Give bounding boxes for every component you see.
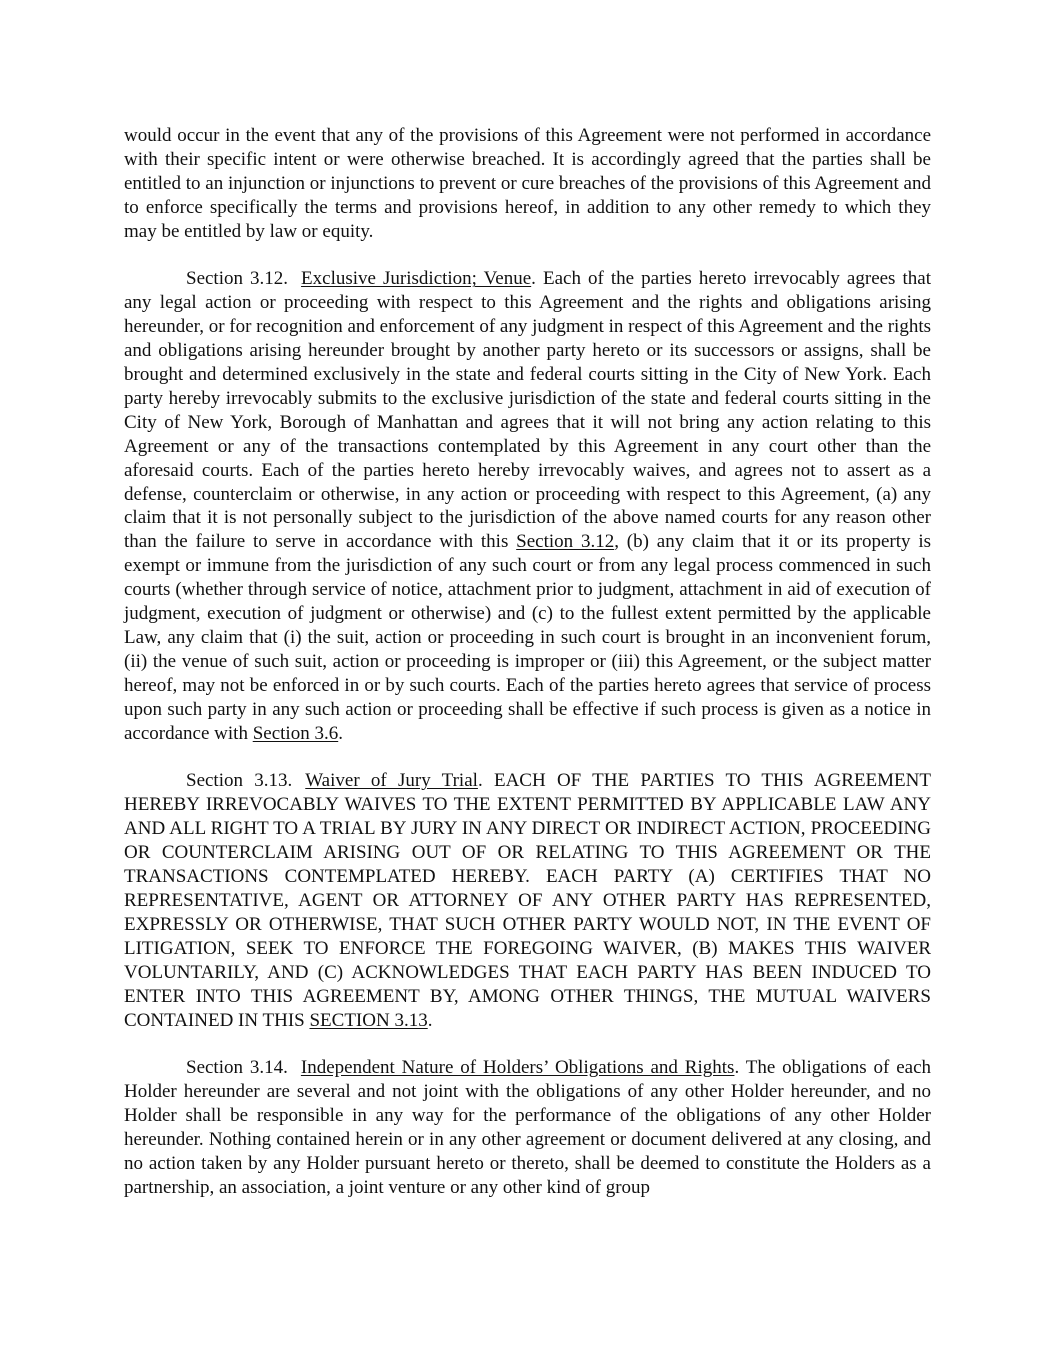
section-3-12-paragraph bbox=[124, 267, 931, 745]
section-3-14-heading: Independent Nature of Holders’ Obligations and Rights bbox=[300, 1057, 735, 1079]
section-3-12-text-b: , (b) any claim that it or its property is exempt or immune from the jurisdiction of any such court or from any legal process commenced in such courts (whether through service of notice, attachment prior to judgment, attachment in aid of execution of judgment, execution of judgment or otherwise) and (c) to the fullest extent permitted by the applicable Law, any claim that (i) the suit, action or proceeding in such court is brought in an inconvenient forum, (ii) the venue of such suit, action or proceeding is improper or (iii) this Agreement, or the subject matter hereof, may not be enforced in or by such courts. Each of the parties hereto agrees that service of process upon such party in any such action or proceeding shall be effective if such process is given as a notice in accordance with bbox=[124, 531, 931, 744]
section-3-12-text-a: . Each of the parties hereto irrevocably agrees that any legal action or proceeding with respect to this Agreement and the rights and obligations arising hereunder, or for recognition and enforcement of any judgment in respect of this Agreement and the rights and obligations arising hereunder brought by another party hereto or its successors or assigns, shall be brought and determined exclusively in the state and federal courts sitting in the City of New York. Each party hereby irrevocably submits to the exclusive jurisdiction of the state and federal courts sitting in the City of New York, Borough of Manhattan and agrees that it will not bring any action relating to this Agreement or any of the transactions contemplated by this Agreement in any court other than the aforesaid courts. Each of the parties hereto hereby irrevocably waives, and agrees not to assert as a defense, counterclaim or otherwise, in any action or proceeding with respect to this Agreement, (a) any claim that it is not personally subject to the jurisdiction of the above named courts for any reason other than the failure to serve in accordance with this bbox=[124, 268, 931, 553]
section-3-12-text-c: . bbox=[338, 722, 343, 744]
section-3-13-text-b: . bbox=[427, 1009, 433, 1031]
section-3-14-number: Section 3.14. bbox=[186, 1057, 288, 1079]
section-3-13-cross-reference: SECTION 3.13 bbox=[309, 1009, 428, 1031]
section-3-13-text-a: . EACH OF THE PARTIES TO THIS AGREEMENT HEREBY IRREVOCABLY WAIVES TO THE EXTENT PERMITTED BY APPLICABLE LAW ANY AND ALL RIGHT TO A TRIAL BY JURY IN ANY DIRECT OR INDIRECT ACTION, PROCEEDING OR COUNTERCLAIM ARISING OUT OF OR RELATING TO THIS AGREEMENT OR THE TRANSACTIONS CONTEMPLATED HEREBY. EACH PARTY (A) CERTIFIES THAT NO REPRESENTATIVE, AGENT OR ATTORNEY OF ANY OTHER PARTY HAS REPRESENTED, EXPRESSLY OR OTHERWISE, THAT SUCH OTHER PARTY WOULD NOT, IN THE EVENT OF LITIGATION, SEEK TO ENFORCE THE FOREGOING WAIVER, (B) MAKES THIS WAIVER VOLUNTARILY, AND (C) ACKNOWLEDGES THAT EACH PARTY HAS BEEN INDUCED TO ENTER INTO THIS AGREEMENT BY, AMONG OTHER THINGS, THE MUTUAL WAIVERS CONTAINED IN THIS bbox=[124, 770, 931, 1031]
continued-paragraph bbox=[124, 124, 931, 244]
section-3-13-paragraph bbox=[124, 769, 931, 1032]
continued-paragraph-text: would occur in the event that any of the provisions of this Agreement were not performed in accordance with their specific intent or were otherwise breached. It is accordingly agreed that the parties shall be entitled to an injunction or injunctions to prevent or cure breaches of the provisions of this Agreement and to enforce specifically the terms and provisions hereof, in addition to any other remedy to which they may be entitled by law or equity. bbox=[124, 125, 931, 242]
section-3-13-heading: Waiver of Jury Trial bbox=[305, 770, 478, 792]
section-3-6-cross-reference: Section 3.6 bbox=[252, 722, 339, 744]
section-3-14-text-a: . The obligations of each Holder hereunder are several and not joint with the obligations of any other Holder hereunder, and no Holder shall be responsible in any way for the performance of the obligations of any other Holder hereunder. Nothing contained herein or in any other agreement or document delivered at any closing, and no action taken by any Holder pursuant hereto or thereto, shall be deemed to constitute the Holders as a partnership, an association, a joint venture or any other kind of group bbox=[124, 1057, 932, 1198]
document-page bbox=[124, 124, 931, 1224]
section-3-12-number: Section 3.12. bbox=[186, 268, 289, 290]
section-3-13-number: Section 3.13. bbox=[186, 770, 293, 792]
section-3-12-cross-reference: Section 3.12 bbox=[516, 531, 615, 553]
section-3-12-heading: Exclusive Jurisdiction; Venue bbox=[301, 268, 532, 290]
section-3-14-paragraph bbox=[124, 1056, 931, 1199]
